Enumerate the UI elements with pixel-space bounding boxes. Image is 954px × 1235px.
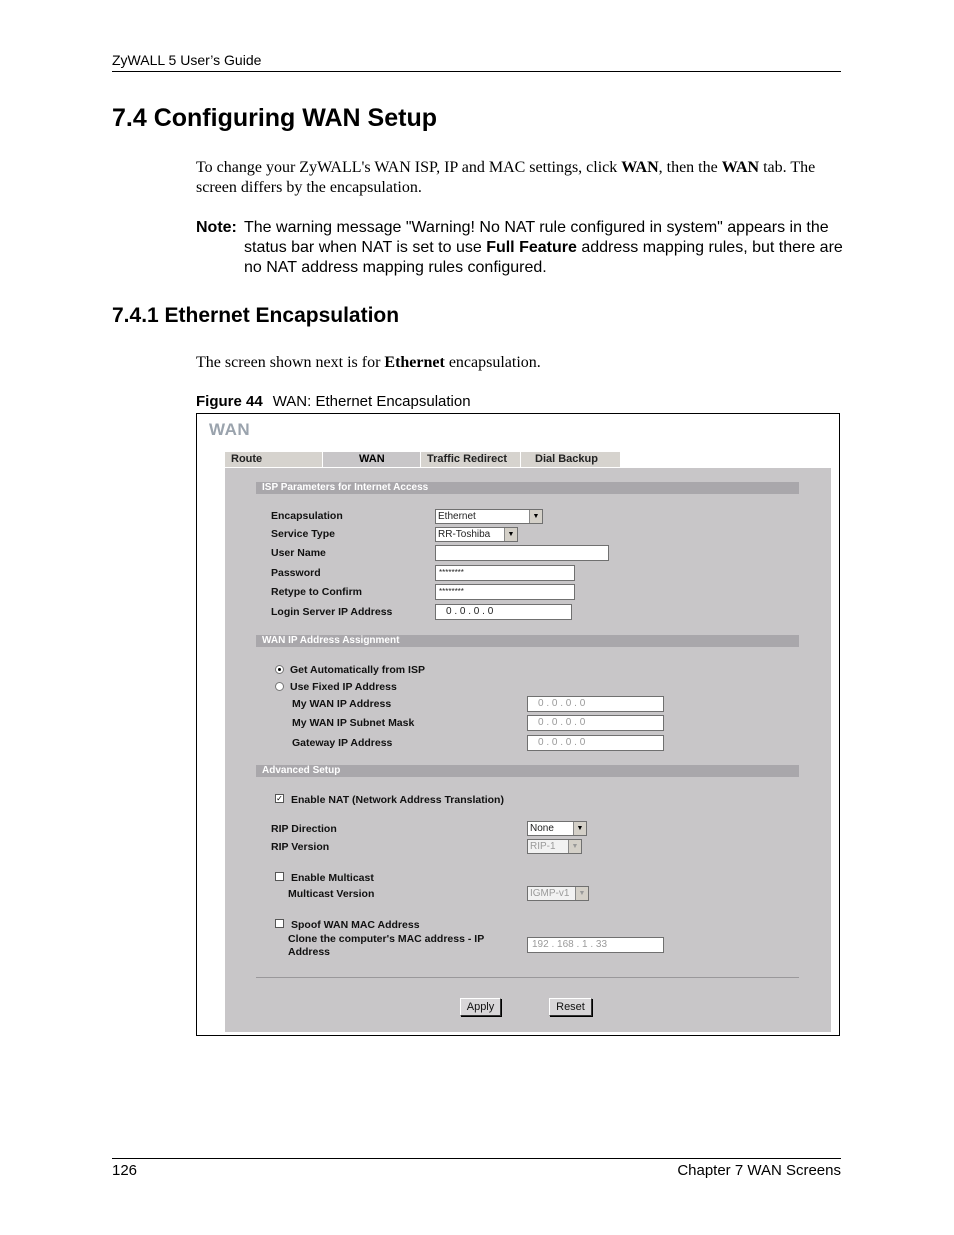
rip-version-label: RIP Version — [271, 841, 330, 853]
chevron-down-icon: ▼ — [573, 822, 586, 835]
chevron-down-icon: ▼ — [575, 887, 588, 900]
advanced-section-heading: Advanced Setup — [256, 765, 799, 777]
section-title: 7.4 Configuring WAN Setup — [112, 104, 437, 132]
enable-nat-label: Enable NAT (Network Address Translation) — [291, 794, 504, 806]
intro-paragraph: To change your ZyWALL's WAN ISP, IP and MAC settings, click WAN, then the WAN tab. The screen differs by the encapsulation. — [196, 159, 816, 196]
apply-button[interactable]: Apply — [460, 998, 501, 1016]
figure-caption: Figure 44 WAN: Ethernet Encapsulation — [196, 393, 471, 410]
login-server-ip-input[interactable]: 0 . 0 . 0 . 0 — [435, 604, 572, 620]
isp-section-heading: ISP Parameters for Internet Access — [256, 482, 799, 494]
get-automatically-radio[interactable] — [275, 665, 284, 674]
rip-direction-select[interactable]: None ▼ — [527, 821, 587, 836]
chapter-title: Chapter 7 WAN Screens — [677, 1162, 841, 1179]
gateway-label: Gateway IP Address — [292, 737, 393, 749]
tab-route[interactable]: Route — [225, 452, 323, 467]
retype-label: Retype to Confirm — [271, 586, 363, 598]
note-text: The warning message "Warning! No NAT rule configured in system" appears in the status bar when NAT is set to use Full Feature address mapping rules, but there are no NAT address mapping rules configured. — [244, 219, 843, 276]
use-fixed-ip-label: Use Fixed IP Address — [290, 681, 397, 693]
subnet-mask-label: My WAN IP Subnet Mask — [292, 717, 415, 729]
retype-input[interactable]: ******** — [435, 584, 575, 600]
wan-panel — [225, 468, 831, 1032]
my-wan-ip-label: My WAN IP Address — [292, 698, 392, 710]
encapsulation-select[interactable]: Ethernet ▼ — [435, 509, 543, 524]
chevron-down-icon: ▼ — [529, 510, 542, 523]
subnet-mask-input[interactable]: 0 . 0 . 0 . 0 — [527, 715, 664, 731]
enable-multicast-label: Enable Multicast — [291, 872, 374, 884]
reset-button[interactable]: Reset — [549, 998, 592, 1016]
service-type-label: Service Type — [271, 528, 336, 540]
rip-version-select[interactable]: RIP-1 ▼ — [527, 839, 582, 854]
screen-title: WAN — [209, 420, 251, 439]
encapsulation-label: Encapsulation — [271, 510, 343, 522]
tab-wan[interactable]: WAN — [323, 452, 421, 467]
user-name-input[interactable] — [435, 545, 609, 561]
clone-mac-label-cont: Address — [288, 946, 331, 958]
use-fixed-ip-radio[interactable] — [275, 682, 284, 691]
subsection-title: 7.4.1 Ethernet Encapsulation — [112, 304, 400, 327]
spoof-mac-checkbox[interactable] — [275, 919, 284, 928]
chevron-down-icon: ▼ — [504, 528, 517, 541]
header-rule — [112, 71, 841, 72]
subsection-paragraph: The screen shown next is for Ethernet encapsulation. — [196, 354, 541, 371]
chevron-down-icon: ▼ — [568, 840, 581, 853]
tab-traffic-redirect[interactable]: Traffic Redirect — [421, 452, 521, 467]
wan-screenshot — [196, 413, 840, 1036]
tab-dial-backup[interactable]: Dial Backup — [521, 452, 621, 467]
get-automatically-label: Get Automatically from ISP — [290, 664, 425, 676]
rip-direction-label: RIP Direction — [271, 823, 337, 835]
password-input[interactable]: ******** — [435, 565, 575, 581]
enable-multicast-checkbox[interactable] — [275, 872, 284, 881]
clone-mac-label: Clone the computer's MAC address - IP — [288, 933, 485, 945]
note-label: Note: — [196, 219, 237, 236]
login-server-label: Login Server IP Address — [271, 606, 393, 618]
password-label: Password — [271, 567, 321, 579]
multicast-version-select[interactable]: IGMP-v1 ▼ — [527, 886, 589, 901]
divider — [256, 977, 799, 978]
my-wan-ip-input[interactable]: 0 . 0 . 0 . 0 — [527, 696, 664, 712]
enable-nat-checkbox[interactable]: ✓ — [276, 794, 283, 803]
gateway-ip-input[interactable]: 0 . 0 . 0 . 0 — [527, 735, 664, 751]
footer-rule — [112, 1158, 841, 1159]
page-number: 126 — [112, 1162, 138, 1179]
user-name-label: User Name — [271, 547, 326, 559]
service-type-select[interactable]: RR-Toshiba ▼ — [435, 527, 518, 542]
running-header: ZyWALL 5 User’s Guide — [112, 52, 262, 68]
spoof-mac-label: Spoof WAN MAC Address — [291, 919, 420, 931]
figure-number: Figure 44 — [196, 393, 263, 410]
multicast-version-label: Multicast Version — [288, 888, 375, 900]
wan-ip-section-heading: WAN IP Address Assignment — [256, 635, 799, 647]
clone-mac-ip-input[interactable]: 192 . 168 . 1 . 33 — [527, 937, 664, 953]
